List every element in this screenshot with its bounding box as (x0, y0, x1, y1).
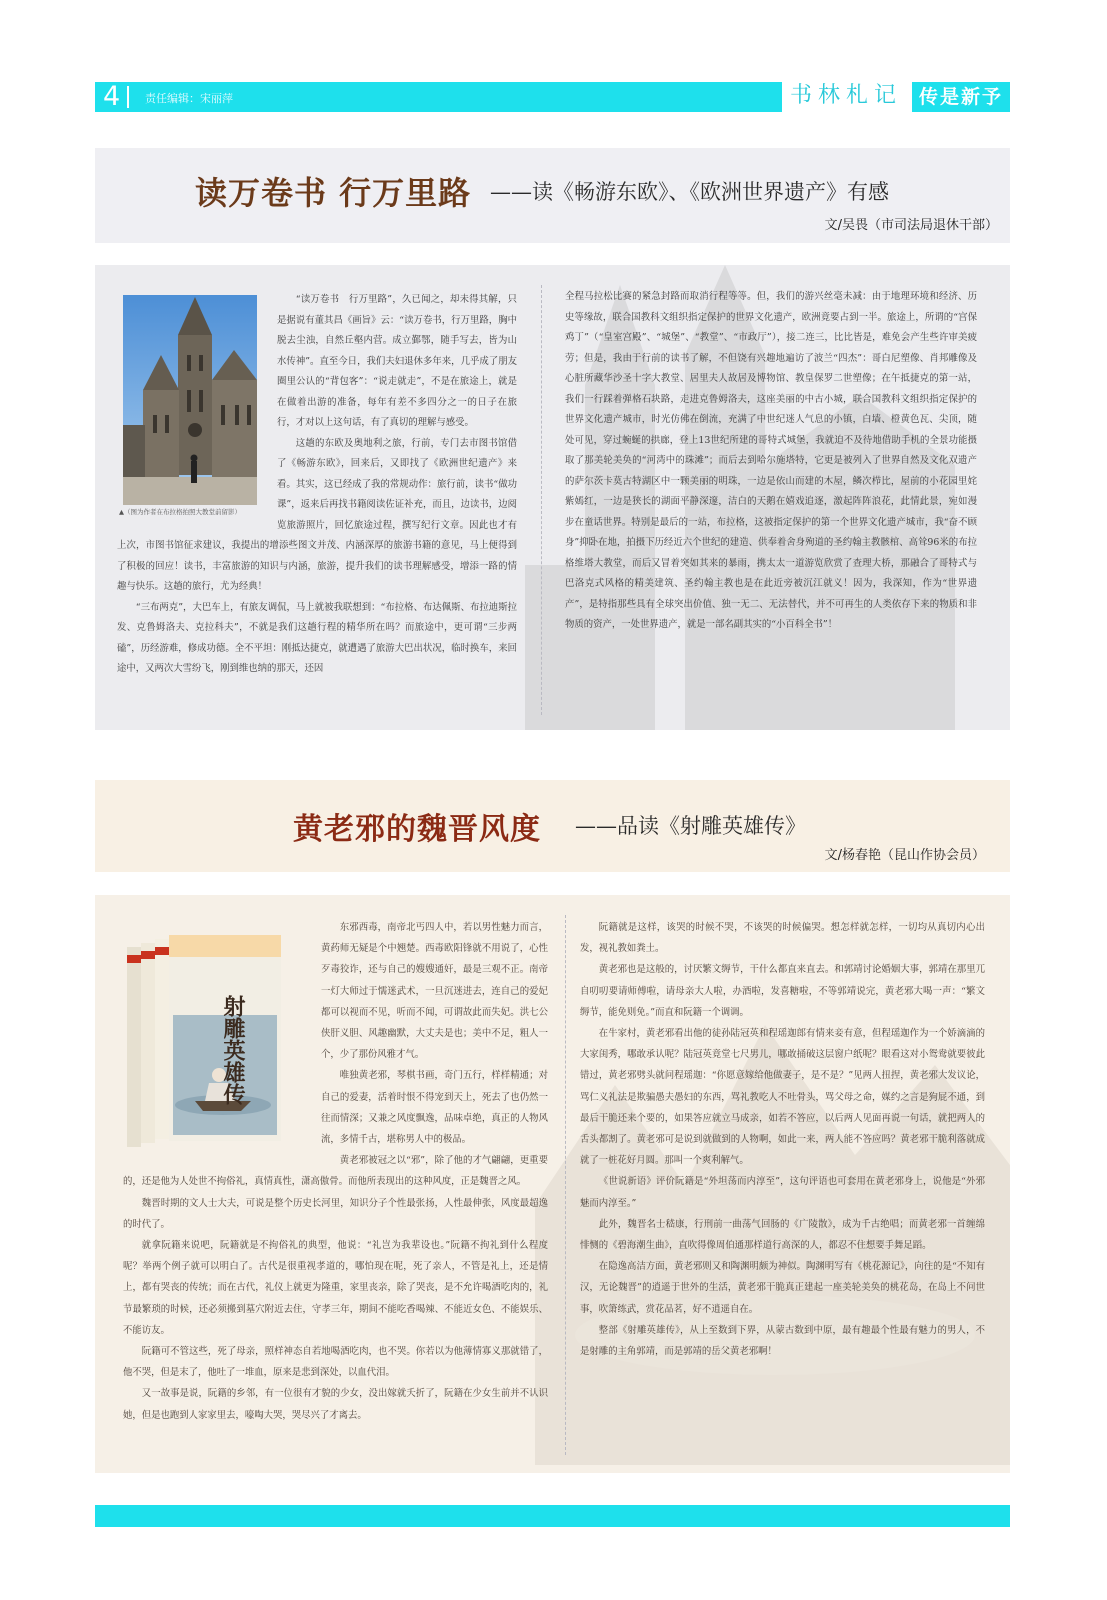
paragraph: 这趟的东欧及奥地利之旅，行前，专门去市图书馆借了《畅游东欧》，回来后，又即找了《欧洲世纪遗产》来看。其实，这已经成了我的常规动作：旅行前，读书“做功课”，返来后再找书籍阅读佐证补充，而且，边读书，边阅览旅游照片，回忆旅途过程，撰写纪行文章。因此也才有上次，市图书馆征求建议，我提出的增添些图文并茂、内涵深厚的旅游书籍的意见，马上便得到了积极的回应！读书，丰富旅游的知识与内涵，旅游，提升我们的读书理解感受，增添一路的情趣与快乐。这趟的旅行，尤为经典！ (117, 437, 517, 592)
header-divider (127, 86, 129, 108)
paragraph: 全程马拉松比赛的紧急封路而取消行程等等。但，我们的游兴丝毫未减：由于地理环境和经济、历史等缘故，联合国教科文组织指定保护的世界文化遗产，欧洲竟要占到一半。旅途上，所谓的“宫保鸡丁”（“皇室宫殿”、“城堡”、“教堂”、“市政厅”），接二连三，比比皆是，难免会产生些许审美疲劳；但是，我由于行前的读书了解，不但饶有兴趣地遍访了波兰“四杰”：哥白尼塑像、肖邦雕像及心脏所藏华沙圣十字大教堂、居里夫人故居及博物馆、教皇保罗二世塑像；在午抵捷克的第一站，我们一行踩着弹格石块路，走进克鲁姆洛夫，这座美丽的中古小城，联合国教科文组织指定保护的世界文化遗产城市，时光仿佛在倒流，充满了中世纪迷人气息的小镇，白墙、橙黄色瓦、尖顶，随处可见，穿过蜿蜒的拱廊，登上13世纪所建的哥特式城堡，我就迫不及待地借助手机的全景功能摄取了那美轮美奂的“河湾中的珠滩”；而后去到哈尔施塔特，它更是被列入了世界自然及文化双遗产的萨尔茨卡莫古特湖区中一颗美丽的明珠，一边是依山而建的木屋，鳞次栉比，屋前的小花园里姹紫嫣红，一边是狭长的湖面平静深邃，洁白的天鹅在嬉戏追逐，激起阵阵浪花，此情此景，宛如漫步在童话世界。特别是最后的一站，布拉格，这被指定保护的第一个世界文化遗产城市，我“奋不顾身”抑卧在地，拍摄下历经近六个世纪的建造、供奉着舍身殉道的圣约翰主教骸棺、高耸96米的布拉格维塔大教堂，而后又冒着突如其来的暴雨，携太太一道游览欣赏了查理大桥，那融合了哥特式与巴洛克式风格的精美建筑、圣约翰主教也是在此近旁被沉江就义！因为，我深知，作为“世界遗产”，是特指那些具有全球突出价值、独一无二、无法替代，并不可再生的人类依存下来的物质和非物质的资产，一处世界遗产，就是一部名副其实的“小百科全书”！ (565, 291, 977, 630)
footer-bar (95, 1505, 1010, 1527)
paragraph: 黄老邪被冠之以“邪”，除了他的才气翩翩，更重要的，还是他为人处世不拘俗礼，真情真性，潇高傲骨。而他所表现出的这种风度，正是魏晋之风。 (123, 1155, 548, 1188)
paragraph: 此外，魏晋名士嵇康，行刑前一曲荡气回肠的《广陵散》，成为千古绝唱；而黄老邪一首缠绵悱恻的《碧海潮生曲》，直吹得像周伯通那样道行高深的人，都忍不住想要手舞足蹈。 (580, 1218, 985, 1252)
paragraph: 魏晋时期的文人士大夫，可说是整个历史长河里，知识分子个性最张扬，人性最伸张，风度最超逸的时代了。 (123, 1197, 548, 1230)
article2-author: 文/杨春艳（昆山作协会员） (824, 848, 985, 863)
paragraph: 阮籍就是这样，该哭的时候不哭，不该哭的时候偏哭。想怎样就怎样，一切均从真切内心出发，视礼教如粪土。 (580, 922, 985, 955)
column-divider (541, 285, 542, 715)
paragraph: “读万卷书 行万里路”，久已闻之，却未得其解，只是据说有董其昌《画旨》云：“读万卷书，行万里路，胸中脱去尘浊，自然丘壑内营。成立鄞鄂，随手写去，皆为山水传神”。直至今日，我们夫妇退休多年来，几乎成了朋友圈里公认的“背包客”：“说走就走”，不是在旅途上，就是在做着出游的准备，每年有差不多四分之一的日子在旅行，才对以上这句话，有了真切的理解与感受。 (277, 294, 517, 428)
section-tag: 传是新予 (912, 82, 1010, 112)
paragraph: 《世说新语》评价阮籍是“外坦荡而内淳至”，这句评语也可套用在黄老邪身上，说他是“外邪魅而内淳至。” (580, 1176, 985, 1209)
article1-column-1 (117, 290, 517, 680)
article2-subtitle: ——品读《射雕英雄传》 (575, 814, 806, 838)
article2-column-2 (580, 917, 985, 1362)
paragraph: 在牛家村，黄老邪看出他的徒孙陆冠英和程瑶迦郎有情来妾有意，但程瑶迦作为一个娇滴滴的大家闺秀，哪敢承认呢？陆冠英竟堂七尺男儿，哪敢捅破这层窗户纸呢？眼看这对小鸳鸯就要彼此错过，黄老邪劈头就问程瑶迦：“你愿意嫁给他做妻子，是不是？”见两人扭捏，黄老邪大发议论，骂仁义礼法是欺骗愚夫愚妇的东西，骂礼教吃人不吐骨头，骂父母之命，媒约之言是狗屁不通，到最后干脆还来个要的，如果答应就立马成亲，如若不答应，以后两人见面再说一句话，就把两人的舌头都割了。黄老邪可是说到就做到的人物啊，如此一来，两人能不答应吗？黄老邪干脆利落就成就了一桩花好月圆。那叫一个爽利解气。 (580, 1028, 985, 1167)
photo-caption: ▲（图为作者在布拉格拍照大教堂前留影） (119, 508, 241, 516)
article1-body (95, 265, 1010, 730)
article1-column-2 (565, 287, 977, 636)
article2-body (95, 895, 1010, 1473)
book-cover-title: 射雕英雄传 (220, 995, 246, 1105)
paragraph: 在隐逸高洁方面，黄老邪则又和陶渊明颇为神似。陶渊明写有《桃花源记》，向往的是“不知有汉，无论魏晋”的逍遥于世外的生活，黄老邪干脆真正建起一座美轮美奂的桃花岛，在岛上不问世事，吹箫练武，赏花品茗，好不逍遥自在。 (580, 1261, 985, 1315)
article1-title-box (95, 148, 1010, 243)
article2-column-1 (123, 917, 548, 1426)
paragraph: 唯独黄老邪，琴棋书画，奇门五行，样样精通；对自己的爱妻，活着时恨不得宠到天上，死去了也仍然一往而情深；又兼之风度飘逸，品味卓绝，真正的人物风流，多情千古，堪称男人中的极品。 (321, 1070, 548, 1146)
section-title: 书林札记 (790, 83, 903, 108)
page-number: 4 (103, 81, 121, 112)
article1-author: 文/吴畏（市司法局退休干部） (824, 218, 998, 233)
paragraph: 就拿阮籍来说吧，阮籍就是不拘俗礼的典型，他说：“礼岂为我辈设也。”阮籍不拘礼到什么程度呢？举两个例子就可以明白了。古代是很重视孝道的，哪怕现在呢，死了亲人，不管是礼上，还是情上，都有哭丧的传统；而在古代，礼仪上就更为隆重，家里丧亲，除了哭丧，是不允许喝酒吃肉的，礼节最繁琐的时候，还必须搬到墓穴附近去住，守孝三年，期间不能吃香喝辣、不能近女色、不能娱乐、不能访友。 (123, 1240, 548, 1336)
article1-title: 读万卷书 行万里路 (195, 174, 472, 212)
header-band (95, 82, 782, 112)
paragraph: 黄老邪也是这般的，讨厌繁文缛节，干什么都直来直去。和郭靖讨论婚姻大事，郭靖在那里兀自叨叨要请师傅啦，请母亲大人啦，办酒啦，发喜糖啦，不等郭靖说完，黄老邪大喝一声：“繁文缛节，能免则免。”而直和阮籍一个调调。 (580, 964, 985, 1018)
paragraph: 阮籍可不管这些，死了母亲，照样神态自若地喝酒吃肉，也不哭。你若以为他薄情寡义那就错了，他不哭，但是末了，他吐了一堆血，原来是悲到深处，以血代泪。 (123, 1346, 548, 1379)
page-header (95, 82, 1010, 112)
editor-credit: 责任编辑：宋丽萍 (145, 92, 233, 105)
paragraph: 又一故事是说，阮籍的乡邻，有一位很有才貌的少女，没出嫁就夭折了，阮籍在少女生前并不认识她，但是也跑到人家家里去，嚎啕大哭，哭尽兴了才离去。 (123, 1388, 548, 1421)
column-divider (565, 915, 566, 1455)
paragraph: “三布两克”，大巴车上，有旅友调侃，马上就被我联想到：“布拉格、布达佩斯、布拉迪斯拉发、克鲁姆洛夫、克拉科夫”，不就是我们这趟行程的精华所在吗？而旅途中，更可谓“三步两磕”，历经游难，修成功德。全不平坦：刚抵达捷克，就遭遇了旅游大巴出状况，临时换车，来回途中，又两次大雪纷飞，刚到维也纳的那天，还因 (117, 601, 517, 674)
article2-title: 黄老邪的魏晋风度 (293, 812, 541, 847)
paragraph: 整部《射雕英雄传》，从上至数到下界，从蒙古数到中原，最有趣最个性最有魅力的男人，不是射雕的主角郭靖，而是郭靖的岳父黄老邪啊！ (580, 1324, 985, 1358)
article2-title-box (95, 780, 1010, 872)
article1-subtitle: ——读《畅游东欧》、《欧洲世界遗产》有感 (490, 180, 889, 204)
paragraph: 东邪西毒，南帝北丐四人中，若以男性魅力而言，黄药师无疑是个中翘楚。西毒欧阳锋就不用说了，心性歹毒狡诈，还与自己的嫂嫂通奸，最是三观不正。南帝一灯大师过于懦迷武术，一旦沉迷进去，连自己的爱妃都可以视而不见，听而不闻，可谓故此而失妃。洪七公侠肝义胆、风趣幽默，大丈夫是也；美中不足，粗人一个，少了那份风雅才气。 (321, 922, 548, 1061)
